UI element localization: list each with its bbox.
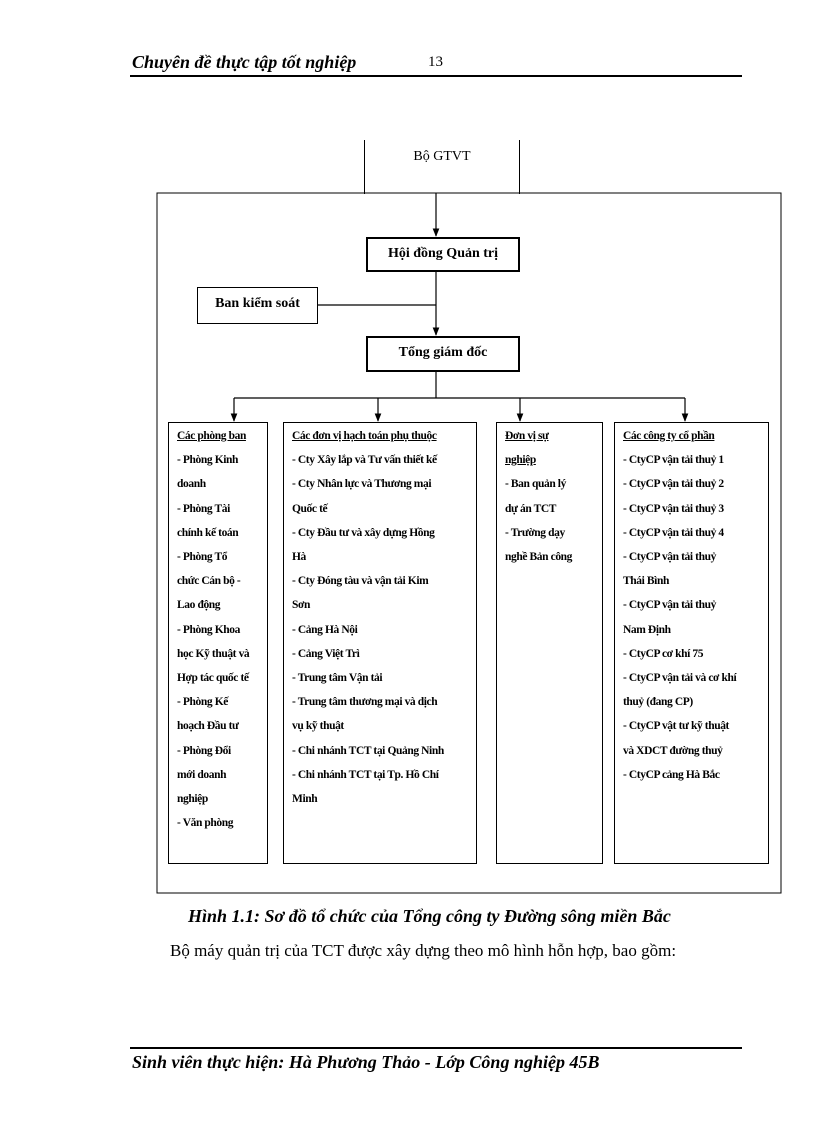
list-item: - Chi nhánh TCT tại Quảng Ninh	[292, 744, 444, 757]
list-item: vụ kỹ thuật	[292, 720, 344, 733]
list-item: - CtyCP vận tải thuỷ 2	[623, 478, 724, 491]
departments-list	[177, 424, 269, 835]
non-business-units-title: Đơn vị sự	[505, 430, 549, 442]
list-item: - Trung tâm Vận tải	[292, 672, 383, 685]
list-item: nghề Bản công	[505, 551, 573, 564]
board-label: Hội đồng Quản trị	[387, 246, 499, 261]
supervisory-box	[197, 287, 318, 324]
list-item: - CtyCP vận tải và cơ khí	[623, 672, 737, 685]
list-item: - Phòng Tài	[177, 502, 230, 515]
list-item: nghiệp	[177, 793, 208, 806]
list-item: hoạch Đầu tư	[177, 720, 239, 733]
list-item: - Cty Nhân lực và Thương mại	[292, 478, 432, 491]
list-item: Nam Định	[623, 623, 671, 636]
list-item: doanh	[177, 478, 206, 491]
supervisory-label: Ban kiểm soát	[215, 296, 300, 311]
dependent-units-title: Các đơn vị hạch toán phụ thuộc	[292, 430, 437, 442]
list-item: Thái Bình	[623, 575, 669, 588]
list-item: chính kế toán	[177, 526, 239, 539]
ceo-box	[366, 336, 520, 372]
list-item: dự án TCT	[505, 502, 557, 515]
list-item: Hợp tác quốc tế	[177, 672, 249, 685]
list-item: Quốc tế	[292, 502, 328, 515]
non-business-units-list	[505, 424, 603, 569]
page-number: 13	[428, 54, 443, 70]
joint-stock-title: Các công ty cổ phần	[623, 430, 715, 442]
list-item: - Chi nhánh TCT tại Tp. Hồ Chí	[292, 768, 439, 781]
list-item: - CtyCP vận tải thuỷ 4	[623, 526, 724, 539]
list-item: - CtyCP vận tải thuỷ	[623, 599, 716, 612]
ministry-label: Bộ GTVT	[413, 149, 471, 164]
dependent-units-list	[292, 424, 478, 811]
footer-rule	[130, 1047, 742, 1049]
list-item: - CtyCP cảng Hà Bắc	[623, 768, 720, 781]
list-item: - Trung tâm thương mại và dịch	[292, 696, 438, 709]
list-item: - Cảng Hà Nội	[292, 623, 358, 636]
list-item: - Ban quản lý	[505, 478, 566, 491]
list-item: Hà	[292, 551, 306, 564]
list-item: - Cty Đầu tư và xây dựng Hồng	[292, 526, 435, 539]
list-item: Minh	[292, 793, 318, 806]
list-item: Lao động	[177, 599, 221, 612]
figure-caption: Hình 1.1: Sơ đồ tổ chức của Tổng công ty Đường sông miền Bắc	[188, 906, 671, 926]
footer-text: Sinh viên thực hiện: Hà Phương Thảo - Lớp Công nghiệp 45B	[132, 1052, 600, 1072]
list-item: - Phòng Khoa	[177, 623, 240, 636]
list-item: và XDCT đường thuỷ	[623, 744, 723, 757]
list-item: mới doanh	[177, 768, 227, 781]
list-item: - CtyCP vận tải thuỷ 3	[623, 502, 724, 515]
board-box	[366, 237, 520, 272]
list-item: chức Cán bộ -	[177, 575, 241, 588]
list-item: thuỷ (đang CP)	[623, 696, 693, 709]
list-item: - Trường dạy	[505, 526, 565, 539]
ceo-label: Tổng giám đốc	[398, 345, 488, 360]
list-item: Sơn	[292, 599, 310, 612]
departments-title: Các phòng ban	[177, 430, 246, 442]
header-title: Chuyên đề thực tập tốt nghiệp	[132, 52, 357, 72]
ministry-box	[364, 140, 520, 194]
list-item: - Phòng Đổi	[177, 744, 231, 757]
list-item: - CtyCP vận tải thuỷ 1	[623, 454, 724, 467]
list-item: - CtyCP vận tải thuỷ	[623, 551, 716, 564]
list-item: - Văn phòng	[177, 817, 234, 830]
list-item: - Phòng Kinh	[177, 454, 239, 467]
non-business-units-title-cont: nghiệp	[505, 454, 536, 467]
list-item: - Cty Đóng tàu và vận tải Kim	[292, 575, 429, 588]
list-item: - Cảng Việt Trì	[292, 647, 360, 660]
list-item: - Phòng Tổ	[177, 551, 228, 564]
joint-stock-list	[623, 424, 769, 787]
list-item: - CtyCP vật tư kỹ thuật	[623, 720, 729, 733]
list-item: - CtyCP cơ khí 75	[623, 647, 704, 660]
list-item: - Phòng Kế	[177, 696, 228, 709]
list-item: - Cty Xây lắp và Tư vấn thiết kế	[292, 454, 437, 467]
list-item: học Kỹ thuật và	[177, 647, 250, 660]
body-paragraph: Bộ máy quản trị của TCT được xây dựng theo mô hình hỗn hợp, bao gồm:	[170, 941, 677, 960]
